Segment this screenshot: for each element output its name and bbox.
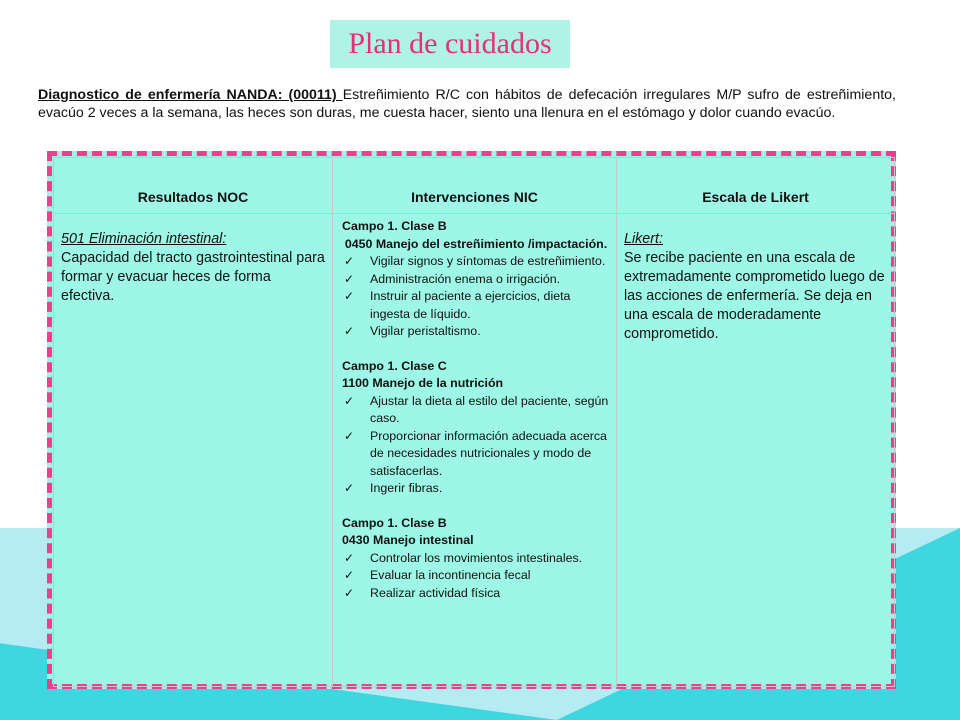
page-title: Plan de cuidados bbox=[348, 27, 552, 60]
likert-cell bbox=[617, 214, 895, 687]
list-item: ✓ Ingerir fibras. bbox=[342, 480, 610, 498]
diagnosis-text: Estreñimiento R/C con hábitos de defecación irregulares M/P sufro de estreñimiento, evacúo 2 veces a la semana, las heces son duras, me cuesta hacer, siento una llenura en el estómago y dolor cuando evacúo. bbox=[38, 87, 896, 121]
noc-cell bbox=[54, 214, 333, 687]
check-icon: ✓ bbox=[344, 568, 355, 582]
list-item: ✓ Proporcionar información adecuada acerca de necesidades nutricionales y modo de satisfacerlas. bbox=[344, 428, 607, 478]
header-noc: Resultados NOC bbox=[54, 158, 333, 214]
noc-title: 501 Eliminación intestinal: bbox=[61, 231, 227, 247]
check-icon: ✓ bbox=[344, 289, 355, 303]
check-icon: ✓ bbox=[344, 271, 355, 286]
nic-campo: Campo 1. Clase B bbox=[342, 219, 447, 233]
nic-intervention: 0430 Manejo intestinal bbox=[342, 533, 474, 547]
likert-text: Se recibe paciente en una escala de extremadamente comprometido luego de las acciones de enfermería. Se deja en una escala de moderadamente comprometido. bbox=[624, 250, 885, 342]
table-header-row bbox=[54, 158, 895, 214]
header-likert: Escala de Likert bbox=[617, 158, 895, 214]
diagnosis-label: Diagnostico de enfermería NANDA: (00011) bbox=[38, 87, 343, 103]
nic-list bbox=[342, 393, 610, 498]
check-icon: ✓ bbox=[344, 254, 355, 268]
table-row bbox=[54, 214, 895, 687]
check-icon: ✓ bbox=[344, 428, 355, 443]
list-item: ✓ Ajustar la dieta al estilo del paciente, según caso. bbox=[344, 393, 609, 425]
check-icon: ✓ bbox=[344, 550, 355, 565]
nic-intervention: 1100 Manejo de la nutrición bbox=[342, 376, 504, 390]
title-box bbox=[330, 20, 570, 68]
check-icon: ✓ bbox=[344, 324, 355, 338]
list-item: ✓ Vigilar peristaltismo. bbox=[342, 323, 610, 341]
nic-list bbox=[342, 550, 610, 603]
check-icon: ✓ bbox=[344, 481, 355, 495]
likert-title: Likert: bbox=[624, 231, 663, 247]
check-icon: ✓ bbox=[344, 393, 355, 408]
nic-list bbox=[342, 253, 610, 341]
list-item: ✓ Realizar actividad física bbox=[342, 585, 610, 603]
list-item: ✓ Instruir al paciente a ejercicios, dieta ingesta de líquido. bbox=[344, 289, 571, 321]
care-plan-table bbox=[53, 157, 895, 687]
nic-cell bbox=[333, 214, 617, 687]
list-item: ✓ Controlar los movimientos intestinales. bbox=[342, 550, 610, 568]
check-icon: ✓ bbox=[344, 585, 355, 600]
noc-text: Capacidad del tracto gastrointestinal para formar y evacuar heces de forma efectiva. bbox=[61, 250, 325, 304]
diagnosis-paragraph bbox=[38, 86, 896, 122]
list-item: ✓ Vigilar signos y síntomas de estreñimiento. bbox=[342, 253, 610, 271]
header-nic: Intervenciones NIC bbox=[333, 158, 617, 214]
nic-campo: Campo 1. Clase B bbox=[342, 515, 447, 530]
list-item: ✓ Evaluar la incontinencia fecal bbox=[342, 567, 610, 585]
list-item: ✓ Administración enema o irrigación. bbox=[342, 271, 610, 289]
nic-intervention: 0450 Manejo del estreñimiento /impactación. bbox=[344, 236, 608, 251]
nic-campo: Campo 1. Clase C bbox=[342, 358, 447, 373]
